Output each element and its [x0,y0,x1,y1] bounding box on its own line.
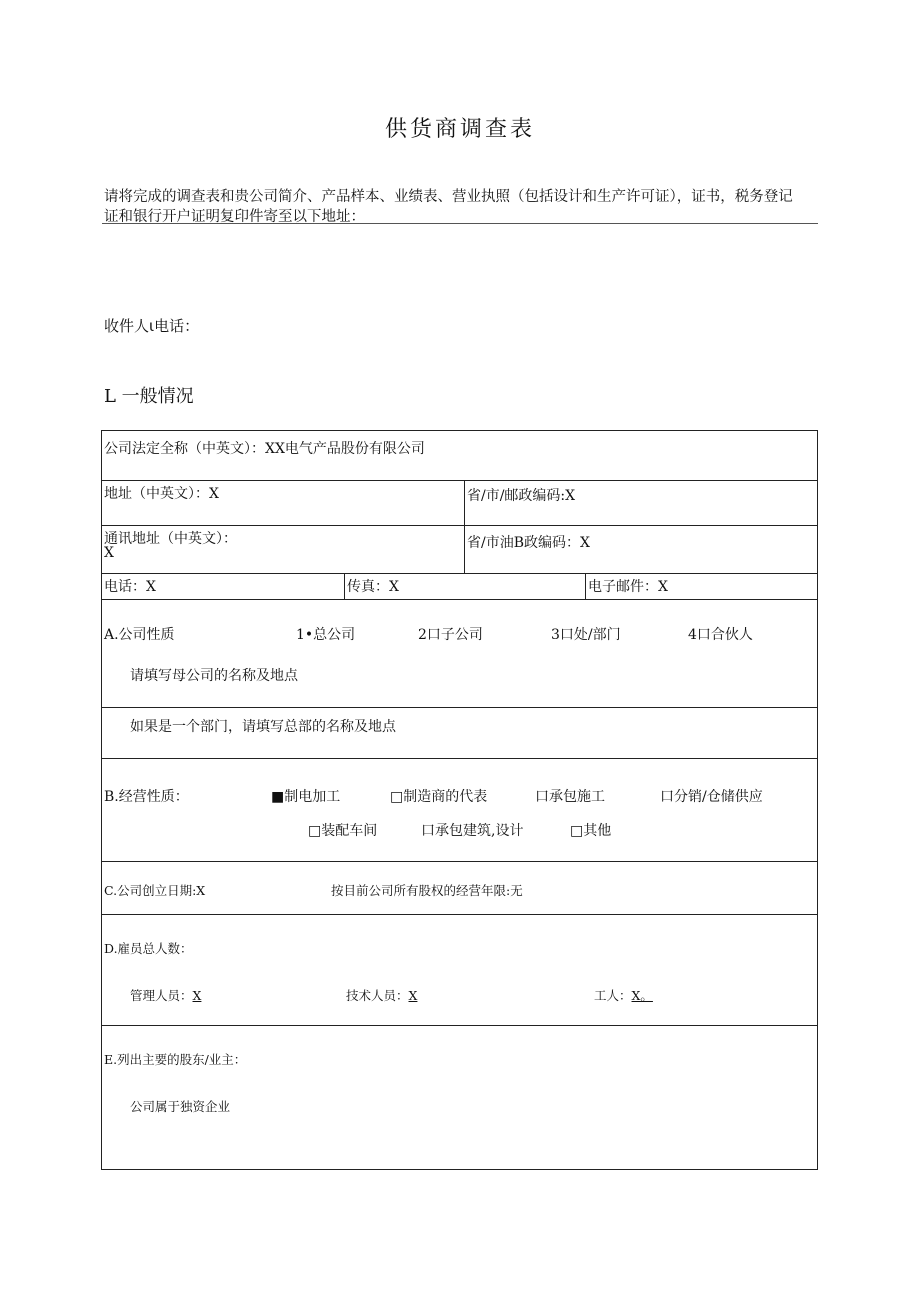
province-postcode-field-2[interactable]: 省/市油B政编码：X [467,535,590,551]
business-nature-label: B.经营性质： [104,789,189,805]
workers-label: 工人： [594,988,632,1003]
nature-option-branch[interactable]: 3口处/部门 [551,627,621,643]
column-divider [344,573,345,599]
row-divider [102,861,817,862]
row-divider [102,758,817,759]
column-divider [464,480,465,573]
business-option-contracting[interactable]: 口承包施工 [535,789,605,805]
row-divider [102,1025,817,1026]
email-field[interactable]: 电子邮件：X [588,579,668,595]
technical-label: 技术人员： [346,988,409,1003]
row-divider [102,525,817,526]
phone-field[interactable]: 电话：X [104,579,156,595]
employees-label: D.雇员总人数： [104,941,193,956]
business-option-construction-design[interactable]: 口承包建筑,设计 [421,823,524,839]
management-value[interactable]: X [192,988,202,1003]
business-option-other[interactable]: □其他 [570,823,612,839]
technical-value[interactable]: X [408,988,418,1003]
nature-option-subsidiary[interactable]: 2口子公司 [418,627,483,643]
fax-field[interactable]: 传真：X [347,579,399,595]
row-divider [102,707,817,708]
business-option-distribution[interactable]: 口分销/仓储供应 [660,789,763,805]
province-postcode-field[interactable]: 省/市/邮政编码:X [467,488,576,504]
company-name-field[interactable]: 公司法定全称（中英文）：XX电气产品股份有限公司 [104,441,425,457]
intro-line-1: 请将完成的调查表和贵公司简介、产品样本、业绩表、营业执照（包括设计和生产许可证），证书，税务登记 [104,189,793,205]
mail-address-value[interactable]: X [104,545,114,561]
address-field[interactable]: 地址（中英文）：X [104,486,219,502]
row-divider [102,573,817,574]
row-divider [102,599,817,600]
shareholders-label: E.列出主要的股东/业主： [104,1052,247,1067]
management-label: 管理人员： [130,988,193,1003]
technical-staff [346,986,417,1004]
recipient-line: 收件人ι电话： [104,317,200,335]
intro-underline [102,223,818,224]
business-option-assembly[interactable]: □装配车间 [308,823,378,839]
section-title: L 一般情况 [104,386,194,407]
nature-option-head-office[interactable]: 1•总公司 [296,627,356,643]
business-option-processing[interactable]: ■制电加工 [271,789,341,805]
mail-address-label: 通讯地址（中英文）： [104,531,237,547]
parent-company-prompt: 请填写母公司的名称及地点 [130,668,298,684]
founded-date-field[interactable]: C.公司创立日期:X [104,883,206,898]
row-divider [102,480,817,481]
management-staff [130,986,201,1004]
intro-line-2: 证和银行开户证明复印件寄至以下地址： [104,209,365,225]
company-nature-label: A.公司性质 [104,627,175,643]
ownership-years-field[interactable]: 按目前公司所有股权的经营年限:无 [331,883,523,898]
department-prompt: 如果是一个部门，请填写总部的名称及地点 [130,719,396,735]
column-divider [585,573,586,599]
business-option-manufacturer-rep[interactable]: □制造商的代表 [390,789,488,805]
shareholders-value[interactable]: 公司属于独资企业 [130,1099,231,1114]
workers-value[interactable]: X。 [631,988,653,1003]
nature-option-partner[interactable]: 4口合伙人 [688,627,753,643]
page-title: 供货商调查表 [384,117,535,142]
workers [594,986,653,1004]
row-divider [102,914,817,915]
survey-form [101,430,818,1170]
